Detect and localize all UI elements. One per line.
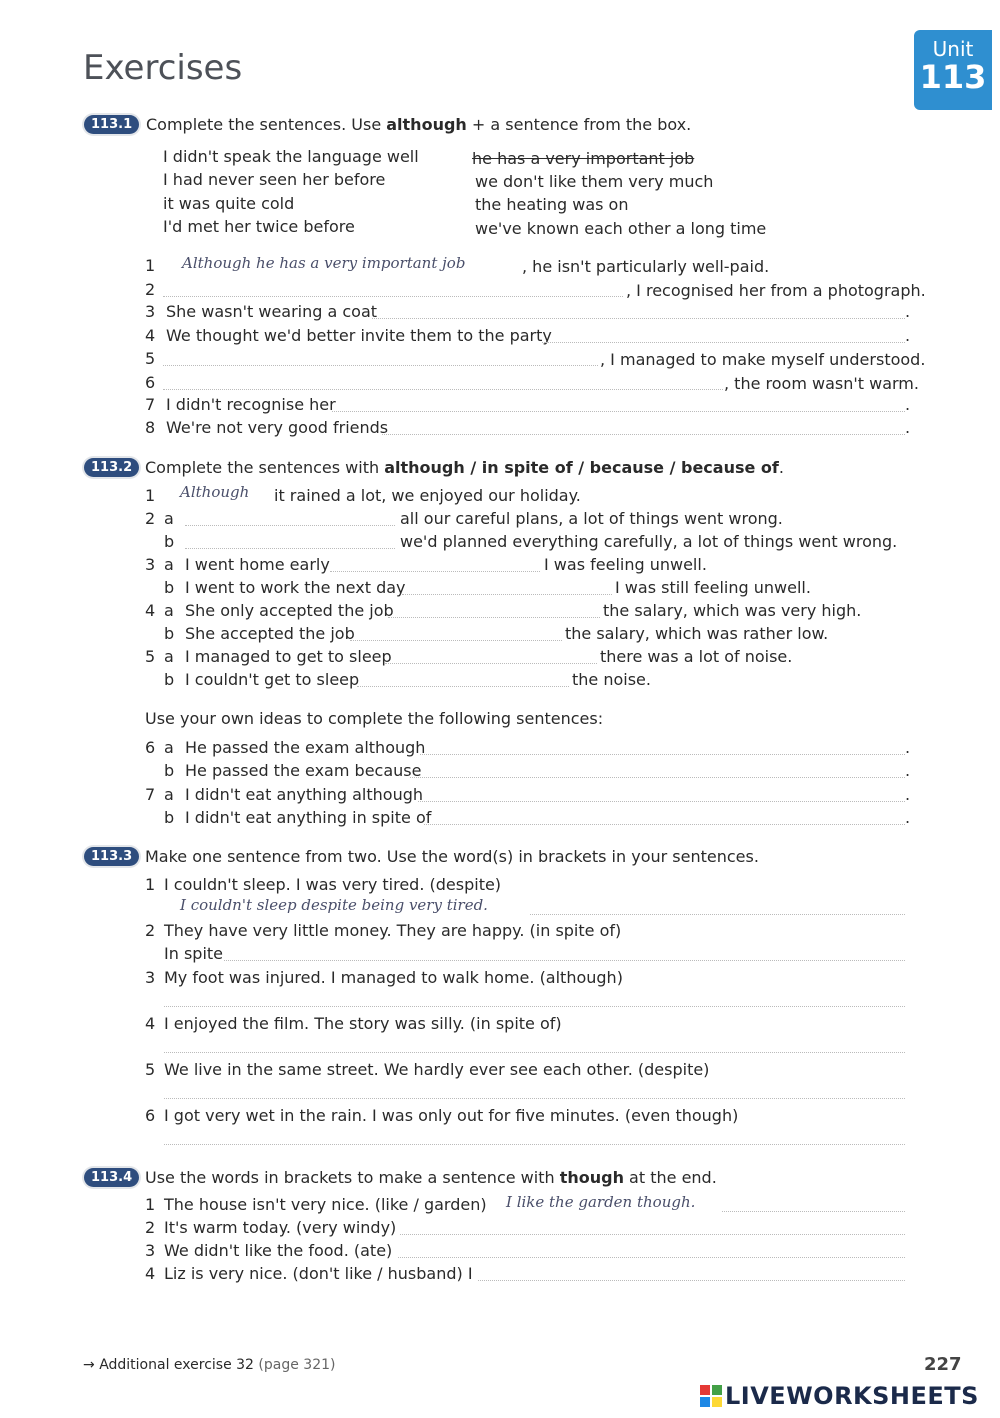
answer-line[interactable] xyxy=(164,1098,905,1099)
sentence-text: I was feeling unwell. xyxy=(544,555,707,574)
sentence-text: We thought we'd better invite them to the party xyxy=(166,326,552,345)
sentence-text: , he isn't particularly well-paid. xyxy=(522,257,770,276)
answer-line[interactable] xyxy=(420,754,905,755)
exercise-instruction: Use the words in brackets to make a sentence with though at the end. xyxy=(145,1168,717,1187)
exercise-instruction: Complete the sentences with although / in spite of / because / because of. xyxy=(145,458,784,477)
sentence-text: She wasn't wearing a coat xyxy=(166,302,378,321)
sentence-text: , I recognised her from a photograph. xyxy=(626,281,926,300)
link-text: Additional exercise 32 xyxy=(99,1357,254,1373)
answer-line[interactable] xyxy=(164,1144,905,1145)
answer-line[interactable] xyxy=(418,801,905,802)
item-letter: b xyxy=(164,578,175,597)
answer-line[interactable] xyxy=(372,318,905,319)
additional-exercise-link[interactable] xyxy=(83,1357,335,1373)
example-answer: I couldn't sleep despite being very tired. xyxy=(180,896,488,914)
sentence-text: We're not very good friends xyxy=(166,418,389,437)
item-number: 2 xyxy=(145,1218,156,1237)
item-letter: b xyxy=(164,808,175,827)
sentence-text: I managed to get to sleep xyxy=(185,647,392,666)
sentence-text: there was a lot of noise. xyxy=(600,647,793,666)
item-letter: a xyxy=(164,555,174,574)
item-number: 4 xyxy=(145,601,156,620)
answer-line[interactable] xyxy=(350,640,562,641)
item-number: 7 xyxy=(145,395,156,414)
period: . xyxy=(905,302,911,321)
item-number: 4 xyxy=(145,326,156,345)
watermark xyxy=(700,1382,979,1410)
period: . xyxy=(905,808,911,827)
watermark-text: LIVEWORKSHEETS xyxy=(725,1382,979,1410)
answer-line[interactable] xyxy=(530,914,905,915)
item-number: 1 xyxy=(145,1195,156,1214)
sentence-text: It's warm today. (very windy) xyxy=(164,1218,397,1237)
answer-line[interactable] xyxy=(402,594,612,595)
liveworksheets-logo-icon xyxy=(700,1385,722,1407)
sentence-text: I didn't recognise her xyxy=(166,395,336,414)
page-reference: (page 321) xyxy=(258,1357,336,1373)
sentence-text: I went home early xyxy=(185,555,330,574)
sentence-text: We didn't like the food. (ate) xyxy=(164,1241,393,1260)
answer-line[interactable] xyxy=(185,548,395,549)
sentence-text: , I managed to make myself understood. xyxy=(600,350,926,369)
sentence-text: the salary, which was rather low. xyxy=(565,624,829,643)
sentence-text: The house isn't very nice. (like / garden) xyxy=(164,1195,487,1214)
page-number: 227 xyxy=(924,1354,962,1375)
answer-line[interactable] xyxy=(185,525,395,526)
arrow-icon: → xyxy=(83,1357,95,1373)
sentence-text: the noise. xyxy=(572,670,651,689)
period: . xyxy=(905,395,911,414)
sub-instruction: Use your own ideas to complete the following sentences: xyxy=(145,709,604,728)
item-number: 2 xyxy=(145,280,156,299)
answer-line[interactable] xyxy=(398,1257,905,1258)
item-letter: a xyxy=(164,738,174,757)
sentence-text: I got very wet in the rain. I was only out for five minutes. (even though) xyxy=(164,1106,739,1125)
item-number: 3 xyxy=(145,555,156,574)
sentence-text: I couldn't sleep. I was very tired. (despite) xyxy=(164,875,502,894)
answer-line[interactable] xyxy=(388,617,600,618)
answer-line[interactable] xyxy=(410,777,905,778)
sentence-text: I didn't eat anything although xyxy=(185,785,424,804)
sentence-text: I was still feeling unwell. xyxy=(615,578,811,597)
exercise-badge: 113.4 xyxy=(84,1166,139,1187)
answer-line[interactable] xyxy=(542,342,905,343)
item-letter: a xyxy=(164,601,174,620)
item-letter: b xyxy=(164,624,175,643)
item-number: 1 xyxy=(145,875,156,894)
item-number: 3 xyxy=(145,1241,156,1260)
item-number: 6 xyxy=(145,1106,156,1125)
period: . xyxy=(905,418,911,437)
box-sentence: I had never seen her before xyxy=(163,170,386,189)
unit-label: Unit xyxy=(932,37,974,61)
sentence-text: They have very little money. They are happy. (in spite of) xyxy=(164,921,622,940)
answer-line[interactable] xyxy=(163,296,623,297)
sentence-text: all our careful plans, a lot of things went wrong. xyxy=(400,509,783,528)
exercise-badge: 113.3 xyxy=(84,845,139,866)
answer-line[interactable] xyxy=(330,571,540,572)
answer-line[interactable] xyxy=(722,1211,905,1212)
box-sentence: we don't like them very much xyxy=(475,172,714,191)
sentence-text: She only accepted the job xyxy=(185,601,394,620)
exercise-instruction: Make one sentence from two. Use the word(s) in brackets in your sentences. xyxy=(145,847,759,866)
item-number: 2 xyxy=(145,509,156,528)
answer-line[interactable] xyxy=(163,389,723,390)
sentence-text: the salary, which was very high. xyxy=(603,601,862,620)
sentence-text: My foot was injured. I managed to walk home. (although) xyxy=(164,968,623,987)
answer-line[interactable] xyxy=(332,411,905,412)
item-number: 1 xyxy=(145,256,156,275)
answer-line[interactable] xyxy=(400,1234,905,1235)
answer-line[interactable] xyxy=(164,1006,905,1007)
exercise-badge: 113.2 xyxy=(84,456,139,477)
item-number: 7 xyxy=(145,785,156,804)
item-number: 2 xyxy=(145,921,156,940)
item-number: 8 xyxy=(145,418,156,437)
box-sentence: the heating was on xyxy=(475,195,629,214)
item-letter: b xyxy=(164,532,175,551)
item-number: 3 xyxy=(145,302,156,321)
item-number: 3 xyxy=(145,968,156,987)
exercise-instruction: Complete the sentences. Use although + a sentence from the box. xyxy=(146,115,692,134)
answer-line[interactable] xyxy=(164,1052,905,1053)
sentence-text: Liz is very nice. (don't like / husband) I xyxy=(164,1264,473,1283)
answer-line[interactable] xyxy=(357,686,569,687)
sentence-text: I didn't eat anything in spite of xyxy=(185,808,432,827)
period: . xyxy=(905,738,911,757)
unit-number: 113 xyxy=(919,58,987,96)
box-sentence: it was quite cold xyxy=(163,194,295,213)
item-letter: a xyxy=(164,509,174,528)
answer-line[interactable] xyxy=(478,1280,905,1281)
sentence-text: it rained a lot, we enjoyed our holiday. xyxy=(274,486,581,505)
exercise-badge: 113.1 xyxy=(84,113,139,134)
item-number: 5 xyxy=(145,349,156,368)
sentence-text: She accepted the job xyxy=(185,624,355,643)
item-number: 4 xyxy=(145,1014,156,1033)
item-number: 6 xyxy=(145,373,156,392)
item-number: 6 xyxy=(145,738,156,757)
example-answer: Although he has a very important job xyxy=(182,254,466,272)
box-sentence: I didn't speak the language well xyxy=(163,147,419,166)
period: . xyxy=(905,761,911,780)
answer-line[interactable] xyxy=(424,824,905,825)
answer-start: In spite xyxy=(164,944,223,963)
period: . xyxy=(905,326,911,345)
box-sentence-used: he has a very important job xyxy=(472,149,695,168)
example-answer: I like the garden though. xyxy=(506,1193,696,1211)
sentence-text: we'd planned everything carefully, a lot of things went wrong. xyxy=(400,532,898,551)
box-sentence: I'd met her twice before xyxy=(163,217,355,236)
item-letter: a xyxy=(164,647,174,666)
sentence-text: , the room wasn't warm. xyxy=(724,374,919,393)
sentence-text: I went to work the next day xyxy=(185,578,406,597)
item-number: 4 xyxy=(145,1264,156,1283)
unit-tab xyxy=(914,30,992,110)
item-letter: b xyxy=(164,670,175,689)
item-number: 5 xyxy=(145,1060,156,1079)
answer-line[interactable] xyxy=(224,960,905,961)
answer-line[interactable] xyxy=(382,434,905,435)
item-number: 5 xyxy=(145,647,156,666)
answer-line[interactable] xyxy=(385,663,597,664)
sentence-text: He passed the exam although xyxy=(185,738,426,757)
item-number: 1 xyxy=(145,486,156,505)
example-answer: Although xyxy=(180,483,250,501)
item-letter: b xyxy=(164,761,175,780)
sentence-text: He passed the exam because xyxy=(185,761,422,780)
sentence-text: I couldn't get to sleep xyxy=(185,670,360,689)
page-title: Exercises xyxy=(83,48,243,88)
period: . xyxy=(905,785,911,804)
sentence-text: We live in the same street. We hardly ever see each other. (despite) xyxy=(164,1060,710,1079)
box-sentence: we've known each other a long time xyxy=(475,219,767,238)
item-letter: a xyxy=(164,785,174,804)
sentence-text: I enjoyed the film. The story was silly. (in spite of) xyxy=(164,1014,562,1033)
answer-line[interactable] xyxy=(163,365,598,366)
